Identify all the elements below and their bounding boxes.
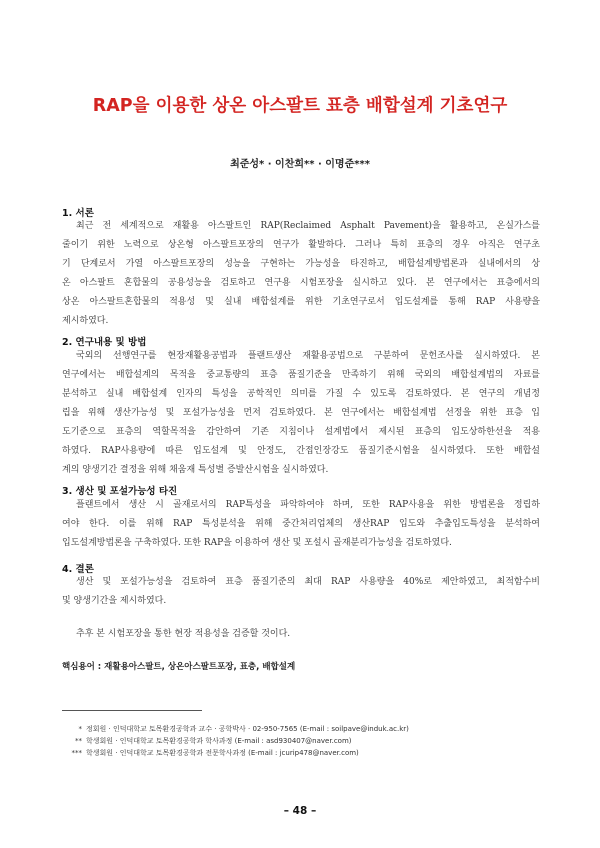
footnote-text: 학생회원 · 인덕대학교 토목환경공학과 전문학사과정 (E-mail : jcurip478@naver.com)	[86, 749, 359, 757]
section-heading-feasibility: 3. 생산 및 포설가능성 타진	[62, 486, 178, 497]
methods-line: 립을 위해 생산가능성 및 포설가능성을 먼저 검토하였다. 본 연구에서는 배합설계법 선정을 위한 표층 입	[62, 408, 540, 418]
footnote-text: 정회원 · 인덕대학교 토목환경공학과 교수 · 공학박사 · 02-950-7565 (E-mail : soilpave@induk.ac.kr)	[86, 725, 409, 733]
paper-title: RAP을 이용한 상온 아스팔트 표층 배합설계 기초연구	[92, 96, 508, 116]
intro-line: 상온 아스팔트혼합물의 적용성 및 실내 배합설계를 위한 기초연구로서 입도설계를 통해 RAP 사용량을	[62, 297, 540, 307]
footnote	[62, 724, 540, 734]
section-heading-intro: 1. 서론	[62, 208, 94, 219]
section-heading-conclusion: 4. 결론	[62, 564, 94, 575]
methods-line: 도기준으로 표층의 역할목적을 감안하여 기존 지침이나 설계법에서 제시된 표층의 입도상하한선을 적용	[62, 427, 540, 437]
intro-line: 최근 전 세계적으로 재활용 아스팔트인 RAP(Reclaimed Asphalt Pavement)을 활용하고, 온실가스를	[76, 221, 540, 231]
footnote-mark: **	[75, 737, 82, 745]
footnote-text: 학생회원 · 인덕대학교 토목환경공학과 학사과정 (E-mail : asd930407@naver.com)	[86, 737, 352, 745]
methods-line: 계의 양생기간 결정을 위해 채움재 특성별 증발산시험을 실시하였다.	[62, 465, 329, 475]
footnote	[62, 748, 540, 758]
footnote-divider	[62, 710, 202, 711]
footnote	[62, 736, 540, 746]
keywords: 핵심용어 : 재활용아스팔트, 상온아스팔트포장, 표층, 배합설계	[62, 662, 296, 672]
methods-line: 분석하고 실내 배합설계 인자의 특성을 공학적인 의미를 가질 수 있도록 검토하였다. 본 연구의 개념정	[62, 389, 540, 399]
feasibility-line: 여야 한다. 이를 위해 RAP 특성분석을 위해 중간처리업체의 생산RAP 입도와 추출입도특성을 분석하여	[62, 519, 540, 529]
intro-line: 온 아스팔트 혼합물의 공용성능을 검토하고 연구용 시험포장을 실시하고 있다. 본 연구에서는 표층에서의	[62, 278, 540, 288]
closing-sentence: 추후 본 시험포장을 통한 현장 적용성을 검증할 것이다.	[76, 629, 291, 639]
methods-line: 국외의 선행연구를 현장재활용공법과 플랜트생산 재활용공법으로 구분하여 문헌조사를 실시하였다. 본	[76, 351, 540, 361]
methods-line: 하였다. RAP사용량에 따른 입도설계 및 안정도, 간접인장강도 품질기준시험을 실시하였다. 또한 배합설	[62, 446, 540, 456]
page-number: – 48 –	[283, 805, 317, 817]
author-list: 최준성* · 이찬희** · 이명준***	[230, 159, 370, 170]
feasibility-line: 입도설계방법론을 구축하였다. 또한 RAP을 이용하여 생산 및 포설시 골재분리가능성을 검토하였다.	[62, 538, 452, 548]
feasibility-line: 플랜트에서 생산 시 골재로서의 RAP특성을 파악하여야 하며, 또한 RAP사용을 위한 방법론을 정립하	[76, 500, 540, 510]
conclusion-line: 생산 및 포설가능성을 검토하여 표층 품질기준의 최대 RAP 사용량을 40%로 제안하였고, 최적함수비	[76, 577, 540, 587]
conclusion-line: 및 양생기간을 제시하였다.	[62, 596, 167, 606]
intro-line: 줄이기 위한 노력으로 상온형 아스팔트포장의 연구가 활발하다. 그러나 특히 표층의 경우 아직은 연구초	[62, 240, 540, 250]
footnote-mark: *	[78, 725, 82, 733]
footnote-mark: ***	[71, 749, 82, 757]
methods-line: 연구에서는 배합설계의 목적을 중교통량의 표층 품질기준을 만족하기 위해 국외의 배합설계법의 자료를	[62, 370, 540, 380]
intro-line: 기 단계로서 가열 아스팔트포장의 성능을 구현하는 가능성을 타진하고, 배합설계방법론과 실내에서의 상	[62, 259, 540, 269]
intro-line: 제시하였다.	[62, 316, 109, 326]
section-heading-methods: 2. 연구내용 및 방법	[62, 337, 147, 348]
